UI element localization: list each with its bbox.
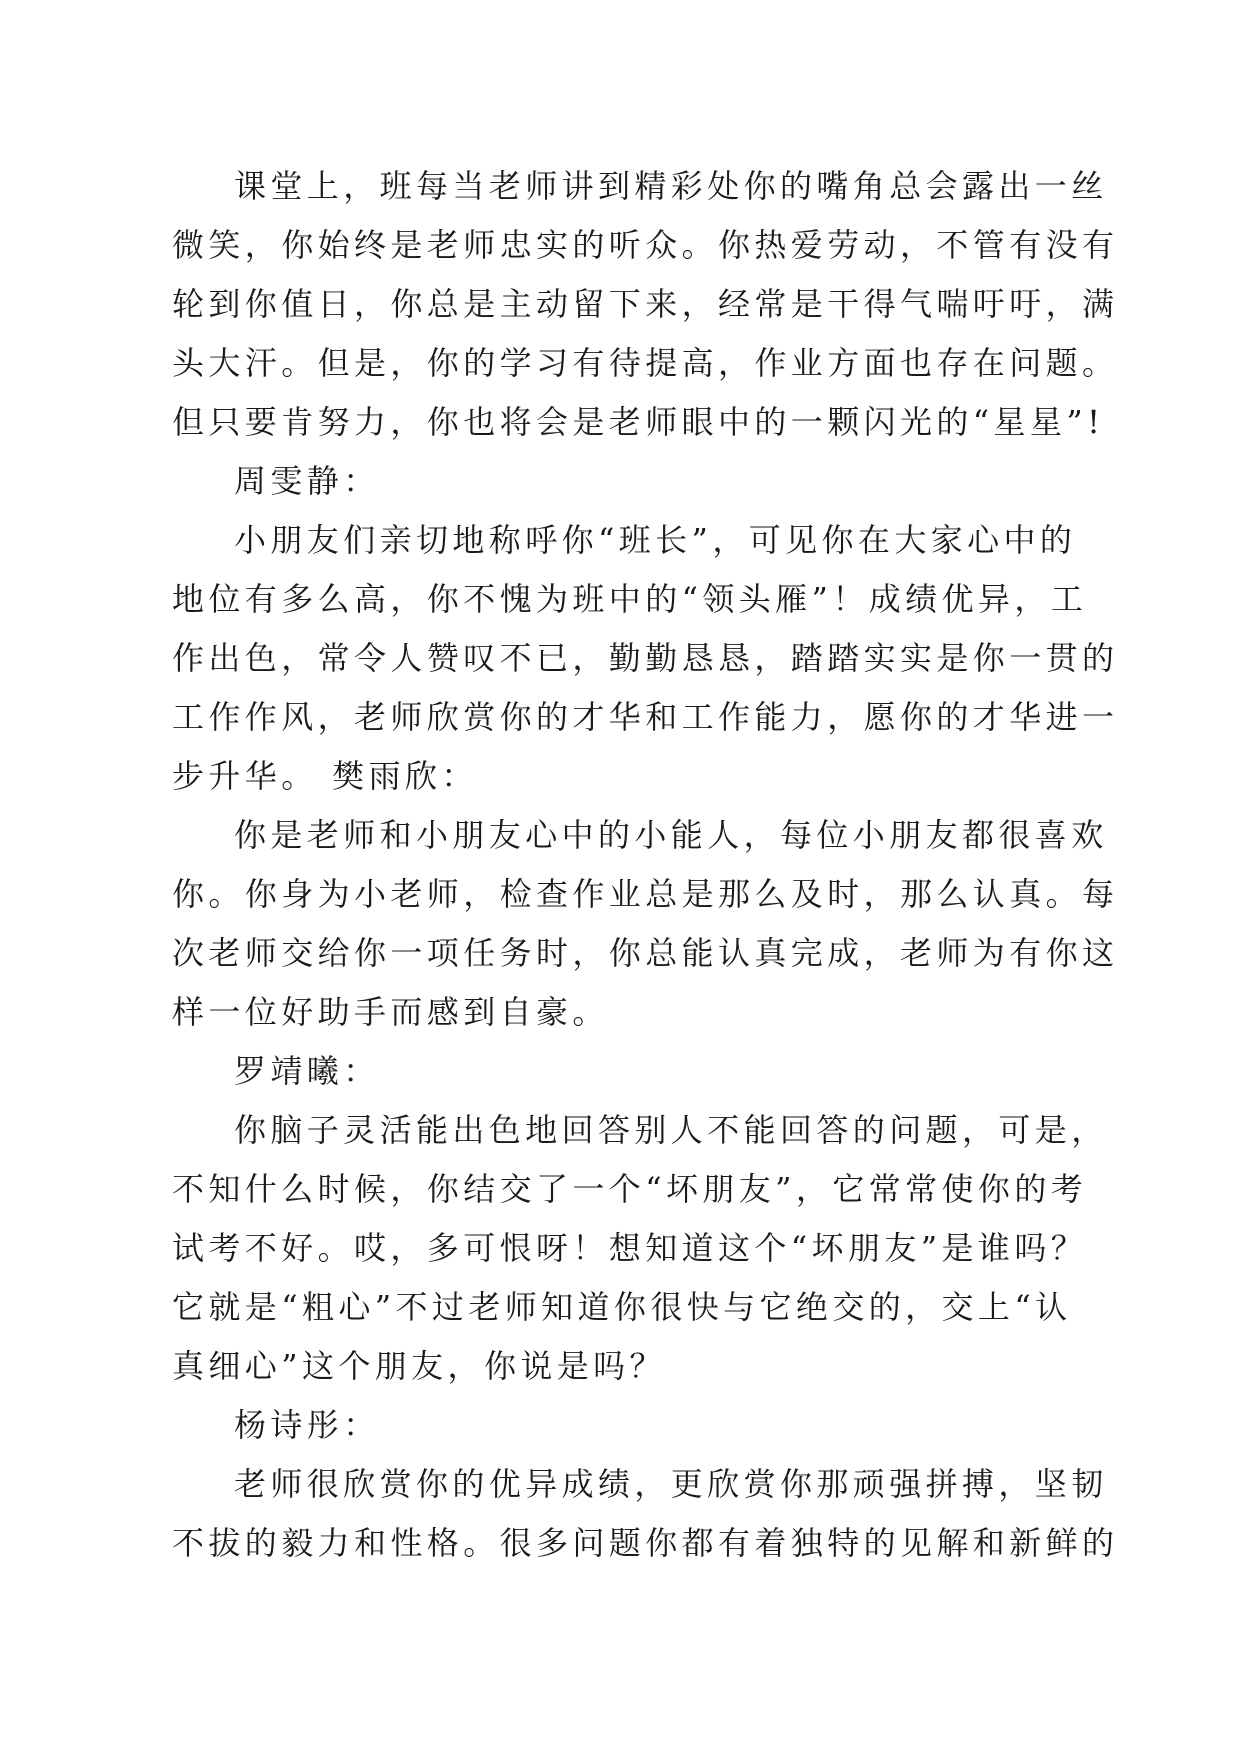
- text-line-20: 它就是“粗心”不过老师知道你很快与它绝交的，交上“认: [172, 1288, 1072, 1326]
- student-name-zhou: 周雯静：: [234, 462, 380, 500]
- text-line-8: 地位有多么高，你不愧为班中的“领头雁”！成绩优异，工: [172, 580, 1088, 618]
- text-line-11: 步升华。 樊雨欣：: [172, 757, 478, 795]
- text-line-3: 轮到你值日，你总是主动留下来，经常是干得气喘吁吁，满: [172, 285, 1119, 323]
- text-line-18: 不知什么时候，你结交了一个“坏朋友”，它常常使你的考: [172, 1170, 1088, 1208]
- text-line-10: 工作作风，老师欣赏你的才华和工作能力，愿你的才华进一: [172, 698, 1119, 736]
- text-line-13: 你。你身为小老师，检查作业总是那么及时，那么认真。每: [172, 875, 1119, 913]
- text-line-9: 作出色，常令人赞叹不已，勤勤恳恳，踏踏实实是你一贯的: [172, 639, 1119, 677]
- text-line-12: 你是老师和小朋友心中的小能人，每位小朋友都很喜欢: [234, 816, 1108, 854]
- text-line-24: 不拔的毅力和性格。很多问题你都有着独特的见解和新鲜的: [172, 1524, 1119, 1562]
- text-line-14: 次老师交给你一项任务时，你总能认真完成，老师为有你这: [172, 934, 1119, 972]
- text-line-1: 课堂上，班每当老师讲到精彩处你的嘴角总会露出一丝: [234, 167, 1108, 205]
- text-line-23: 老师很欣赏你的优异成绩，更欣赏你那顽强拼搏，坚韧: [234, 1465, 1108, 1503]
- text-line-2: 微笑，你始终是老师忠实的听众。你热爱劳动，不管有没有: [172, 226, 1119, 264]
- text-line-15: 样一位好助手而感到自豪。: [172, 993, 609, 1031]
- text-line-4: 头大汗。但是，你的学习有待提高，作业方面也存在问题。: [172, 344, 1119, 382]
- text-line-19: 试考不好。哎，多可恨呀！想知道这个“坏朋友”是谁吗？: [172, 1229, 1088, 1267]
- text-line-7: 小朋友们亲切地称呼你“班长”，可见你在大家心中的: [234, 521, 1077, 559]
- text-line-5: 但只要肯努力，你也将会是老师眼中的一颗闪光的“星星”!: [172, 403, 1105, 441]
- text-line-17: 你脑子灵活能出色地回答别人不能回答的问题，可是，: [234, 1111, 1108, 1149]
- text-line-21: 真细心”这个朋友，你说是吗？: [172, 1347, 666, 1385]
- student-name-luo: 罗靖曦：: [234, 1052, 380, 1090]
- student-name-yang: 杨诗彤：: [234, 1406, 380, 1444]
